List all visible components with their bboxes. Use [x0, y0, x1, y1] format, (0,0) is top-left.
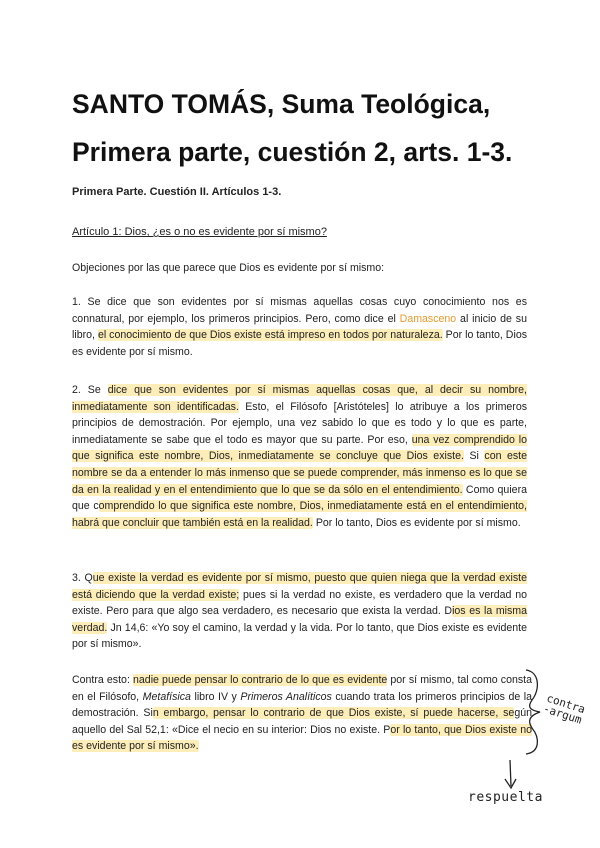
objection-1-text-3: Por lo tanto, Dios es evidente por sí mismo. [72, 329, 528, 358]
primeros-analiticos-title: Primeros Analíticos [240, 690, 332, 703]
handwritten-respuesta: respuelta [468, 790, 543, 805]
highlight-4: con este nombre se da a entender lo más inmenso que se puede comprender, más inmenso es lo que se da en la realidad y en el entendimiento que lo que se da sólo en el entendimiento. [72, 450, 528, 496]
sed-contra-label: Contra esto: [72, 674, 134, 686]
sed-contra-text-4: gún aquello del Sal 52,1: «Dice el necio en su interior: Dios no existe. P [72, 707, 532, 736]
down-arrow-line [510, 760, 511, 786]
objection-2-text-2: Esto, el Filósofo [Aristóteles] lo atribuye a los primeros principios de demostración. Por ejemplo, una vez sabido lo que es todo y lo que es parte, inmediatamente se sabe que el todo es mayor que su parte. Por eso, [72, 400, 528, 446]
metafisica-title: Metafísica [142, 690, 191, 703]
objection-2-text: 2. Se [72, 384, 108, 396]
objection-1-text-2: al inicio de su libro, [72, 312, 527, 342]
highlight-9: n embargo, pensar lo contrario de que Dios existe, sí puede hacerse, se [152, 707, 515, 720]
sed-contra-text-3: cuando trata los primeros principios de la demostración. Si [72, 690, 532, 720]
sed-contra-text-2: libro IV y [190, 690, 241, 703]
objection-3 [72, 570, 527, 653]
objection-2-text-3: Si [463, 450, 485, 463]
section-heading: Primera Parte. Cuestión II. Artículos 1-3. [72, 186, 282, 198]
highlight-2: dice que son evidentes por sí mismas aquellas cosas que, al decir su nombre, inmediatamente son identificadas. [72, 384, 527, 413]
objections-intro: Objeciones por las que parece que Dios es evidente por sí mismo: [72, 262, 385, 274]
down-arrow-head [505, 779, 516, 788]
objection-3-text-3: Jn 14,6: «Yo soy el camino, la verdad y la vida. Por lo tanto, que Dios existe es evidente por sí mismo». [72, 621, 527, 651]
objection-2-text-4: Como quiera que c [72, 483, 527, 513]
objection-1 [72, 294, 527, 360]
sed-contra [72, 672, 532, 755]
article-heading: Artículo 1: Dios, ¿es o no es evidente por sí mismo? [72, 226, 327, 238]
handwritten-contra-argum: contra -argum [541, 691, 587, 727]
highlight-10: or lo tanto, que Dios existe no es evidente por sí mismo». [72, 723, 532, 753]
highlight-7: ios es la misma verdad. [72, 605, 528, 634]
highlight-1: el conocimiento de que Dios existe está impreso en todos por naturaleza. [97, 329, 443, 342]
sed-contra-text: por sí mismo, tal como consta en el Filósofo, [72, 674, 532, 703]
objection-3-text: 3. Q [72, 572, 93, 584]
highlight-6: ue existe la verdad es evidente por sí mismo, puesto que quien niega que la verdad existe está diciendo que la verdad existe; [72, 572, 527, 601]
objection-1-text: 1. Se dice que son evidentes por sí mismas aquellas cosas cuyo conocimiento nos es connatural, por ejemplo, los primeros principios. Pero, como dice el [72, 296, 527, 325]
highlight-5: omprendido lo que significa este nombre, Dios, inmediatamente está en el entendimiento, habrá que concluir que también está en la realidad. [72, 500, 527, 529]
highlight-3: una vez comprendido lo que significa este nombre, Dios, inmediatamente se concluye que Dios existe. [72, 433, 527, 463]
damasceno-link[interactable]: Damasceno [399, 312, 457, 325]
document-title: SANTO TOMÁS, Suma Teológica, Primera parte, cuestión 2, arts. 1-3. [72, 89, 513, 167]
objection-3-text-2: pues si la verdad no existe, es verdadero que la verdad no existe. Pero para que algo sea verdadero, es necesario que exista la verdad. D [72, 588, 527, 618]
highlight-8: nadie puede pensar lo contrario de lo que es evidente [133, 674, 388, 686]
objection-2 [72, 382, 527, 531]
objection-2-text-5: Por lo tanto, Dios es evidente por sí mismo. [312, 516, 521, 529]
